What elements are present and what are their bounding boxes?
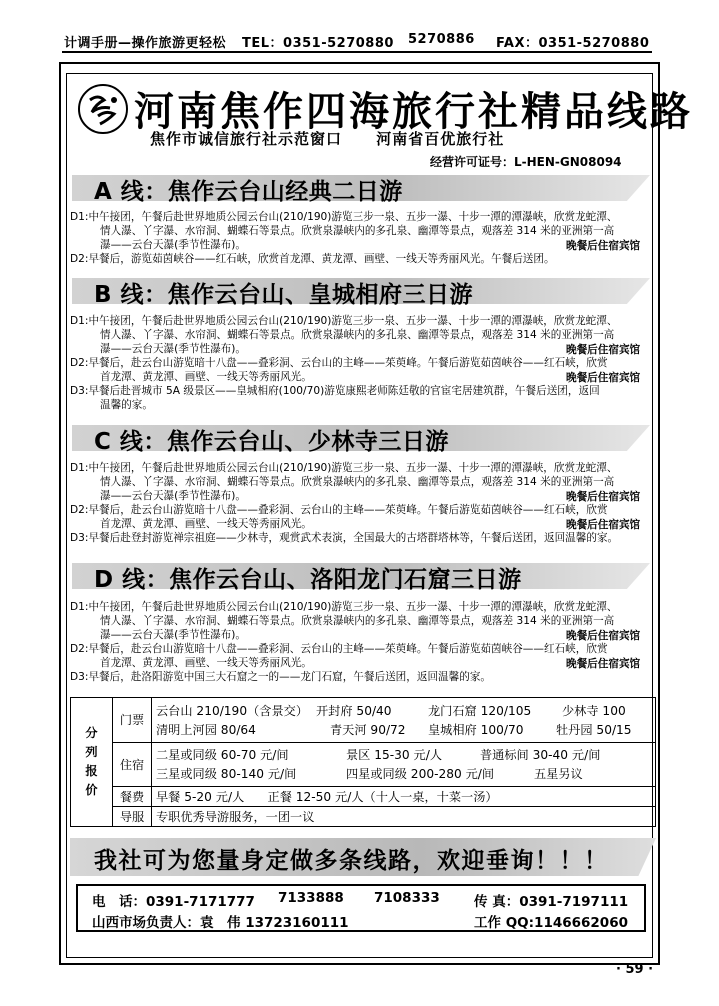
tickets-label: 门票 — [113, 698, 152, 743]
contact-phone-3: 7108333 — [374, 890, 440, 906]
lodging-label: 住宿 — [113, 742, 152, 787]
day-line: D2:早餐后，游览茹茵峡谷——红石峡，欣赏首龙潭、黄龙潭、画壁、一线天等秀丽风光。午餐后送团。 — [70, 253, 555, 265]
route-c-day2 — [70, 503, 652, 531]
route-c-banner — [72, 423, 650, 453]
day-line: 瀑——云台天瀑(季节性瀑布)。 — [100, 343, 246, 355]
day-line: D1:中午接团，午餐后赴世界地质公园云台山(210/190)游览三步一泉、五步一瀑、十步一潭的潭瀑峡，欣赏龙蛇潭、 — [70, 601, 618, 613]
route-d-day1 — [70, 600, 652, 642]
day-line: D1:中午接团，午餐后赴世界地质公园云台山(210/190)游览三步一泉、五步一瀑、十步一潭的潭瀑峡，欣赏龙蛇潭、 — [70, 211, 618, 223]
day-line: 情人瀑、丫字瀑、水帘洞、蝴蝶石等景点。欣赏泉瀑峡内的多孔泉、幽潭等景点，观落差 314 米的亚洲第一高 — [100, 329, 615, 341]
lodging-row: 三星或同级 80-140 元/间 四星或同级 200-280 元/间 五星另议 — [156, 767, 583, 782]
agency-logo-icon — [78, 84, 128, 134]
route-b-day2 — [70, 356, 652, 384]
tickets-row: 清明上河园 80/64 青天河 90/72 皇城相府 100/70 牡丹园 50/15 — [156, 722, 632, 737]
day-line: D3:早餐后，赴洛阳游览中国三大石窟之一的——龙门石窟，午餐后送团，返回温馨的家。 — [70, 671, 492, 683]
header-brand: 计调手册—操作旅游更轻松 — [64, 36, 227, 51]
lodging-row: 二星或同级 60-70 元/间 景区 15-30 元/人 普通标间 30-40 元/间 — [156, 748, 601, 763]
day-line: 情人瀑、丫字瀑、水帘洞、蝴蝶石等景点。欣赏泉瀑峡内的多孔泉、幽潭等景点，观落差 314 米的亚洲第一高 — [100, 615, 615, 627]
day-line: 瀑——云台天瀑(季节性瀑布)。 — [100, 490, 246, 502]
route-a-banner — [72, 173, 650, 203]
guide-value: 专职优秀导游服务，一团一议 — [152, 807, 656, 827]
route-a-title: A 线：焦作云台山经典二日游 — [94, 179, 403, 205]
pricing-heading: 分 列 报 价 — [71, 698, 113, 827]
day-line: D1:中午接团，午餐后赴世界地质公园云台山(210/190)游览三步一泉、五步一瀑、十步一潭的潭瀑峡，欣赏龙蛇潭、 — [70, 462, 618, 474]
route-d-banner — [72, 561, 650, 591]
page-number: · 59 · — [616, 962, 654, 977]
guide-label: 导服 — [113, 807, 152, 827]
agency-title: 河南焦作四海旅行社精品线路 — [134, 89, 693, 135]
tickets-row: 云台山 210/190（含景交） 开封府 50/40 龙门石窟 120/105 少林寺 100 — [156, 703, 626, 718]
lodging-cell — [152, 742, 656, 787]
header-tel: TEL：0351-5270880 — [242, 36, 394, 51]
page-header — [64, 32, 652, 52]
agency-subtitle — [150, 128, 532, 149]
day-line: 瀑——云台天瀑(季节性瀑布)。 — [100, 239, 246, 251]
meals-label: 餐费 — [113, 787, 152, 807]
day-line: 情人瀑、丫字瀑、水帘洞、蝴蝶石等景点。欣赏泉瀑峡内的多孔泉、幽潭等景点，观落差 314 米的亚洲第一高 — [100, 476, 615, 488]
day-line: 首龙潭、黄龙潭、画壁、一线天等秀丽风光。 — [100, 371, 312, 383]
header-rule — [62, 51, 652, 53]
route-c-title: C 线：焦作云台山、少林寺三日游 — [94, 429, 449, 455]
subtitle-honor-1: 焦作市诚信旅行社示范窗口 — [150, 130, 343, 148]
day-line: 瀑——云台天瀑(季节性瀑布)。 — [100, 629, 246, 641]
route-a-day1 — [70, 210, 652, 252]
route-c-day3 — [70, 531, 652, 545]
route-a-day2 — [70, 252, 652, 266]
day-line: D3:早餐后赴晋城市 5A 级景区——皇城相府(100/70)游览康熙老师陈廷敬的官宦宅居建筑群，午餐后送团，返回 — [70, 385, 600, 397]
header-fax: FAX：0351-5270880 — [496, 36, 650, 51]
route-c-day1-note: 晚餐后住宿宾馆 — [566, 491, 641, 503]
subtitle-honor-2: 河南省百优旅行社 — [376, 130, 505, 148]
contact-qq: 工作 QQ:1146662060 — [474, 915, 628, 931]
route-b-banner — [72, 276, 650, 306]
route-b-day3 — [70, 384, 652, 412]
route-b-day2-note: 晚餐后住宿宾馆 — [566, 372, 641, 384]
day-line: 首龙潭、黄龙潭、画壁、一线天等秀丽风光。 — [100, 518, 312, 530]
route-c-day2-note: 晚餐后住宿宾馆 — [566, 519, 641, 531]
route-d-day2 — [70, 642, 652, 670]
route-a-day1-note: 晚餐后住宿宾馆 — [566, 240, 641, 252]
header-tel2: 5270886 — [408, 32, 475, 47]
route-b-day1 — [70, 314, 652, 356]
contact-phone-2: 7133888 — [278, 890, 344, 906]
contact-fax: 传 真：0391-7197111 — [474, 894, 629, 910]
day-line: D2:早餐后，赴云台山游览暗十八盘——叠彩洞、云台山的主峰——茱萸峰。午餐后游览茹茵峡谷——红石峡，欣赏 — [70, 643, 608, 655]
route-b-day1-note: 晚餐后住宿宾馆 — [566, 344, 641, 356]
day-line: 情人瀑、丫字瀑、水帘洞、蝴蝶石等景点。欣赏泉瀑峡内的多孔泉、幽潭等景点，观落差 314 米的亚洲第一高 — [100, 225, 615, 237]
meals-value: 早餐 5-20 元/人 正餐 12-50 元/人（十人一桌，十菜一汤） — [152, 787, 656, 807]
slogan-text: 我社可为您量身定做多条线路，欢迎垂询！！！ — [94, 848, 609, 874]
day-line: D2:早餐后，赴云台山游览暗十八盘——叠彩洞、云台山的主峰——茱萸峰。午餐后游览茹茵峡谷——红石峡，欣赏 — [70, 504, 608, 516]
route-d-day3 — [70, 670, 652, 684]
contact-manager: 山西市场负责人：袁 伟 13723160111 — [92, 915, 349, 931]
contact-box — [76, 884, 646, 932]
route-d-day2-note: 晚餐后住宿宾馆 — [566, 658, 641, 670]
day-line: D1:中午接团，午餐后赴世界地质公园云台山(210/190)游览三步一泉、五步一瀑、十步一潭的潭瀑峡，欣赏龙蛇潭、 — [70, 315, 618, 327]
slogan-banner — [70, 834, 656, 878]
license-number: 经营许可证号：L-HEN-GN08094 — [430, 155, 622, 169]
day-line: 温馨的家。 — [100, 399, 153, 411]
route-c-day1 — [70, 461, 652, 503]
route-d-title: D 线：焦作云台山、洛阳龙门石窟三日游 — [94, 567, 522, 593]
route-b-title: B 线：焦作云台山、皇城相府三日游 — [94, 282, 474, 308]
tickets-cell — [152, 698, 656, 743]
route-d-day1-note: 晚餐后住宿宾馆 — [566, 630, 641, 642]
contact-phone: 电 话：0391-7171777 — [92, 894, 255, 910]
pricing-table — [70, 697, 656, 827]
day-line: D2:早餐后，赴云台山游览暗十八盘——叠彩洞、云台山的主峰——茱萸峰。午餐后游览茹茵峡谷——红石峡，欣赏 — [70, 357, 608, 369]
day-line: D3:早餐后赴登封游览禅宗祖庭——少林寺，观赏武术表演，全国最大的古塔群塔林等，午餐后送团，返回温馨的家。 — [70, 532, 619, 544]
day-line: 首龙潭、黄龙潭、画壁、一线天等秀丽风光。 — [100, 657, 312, 669]
